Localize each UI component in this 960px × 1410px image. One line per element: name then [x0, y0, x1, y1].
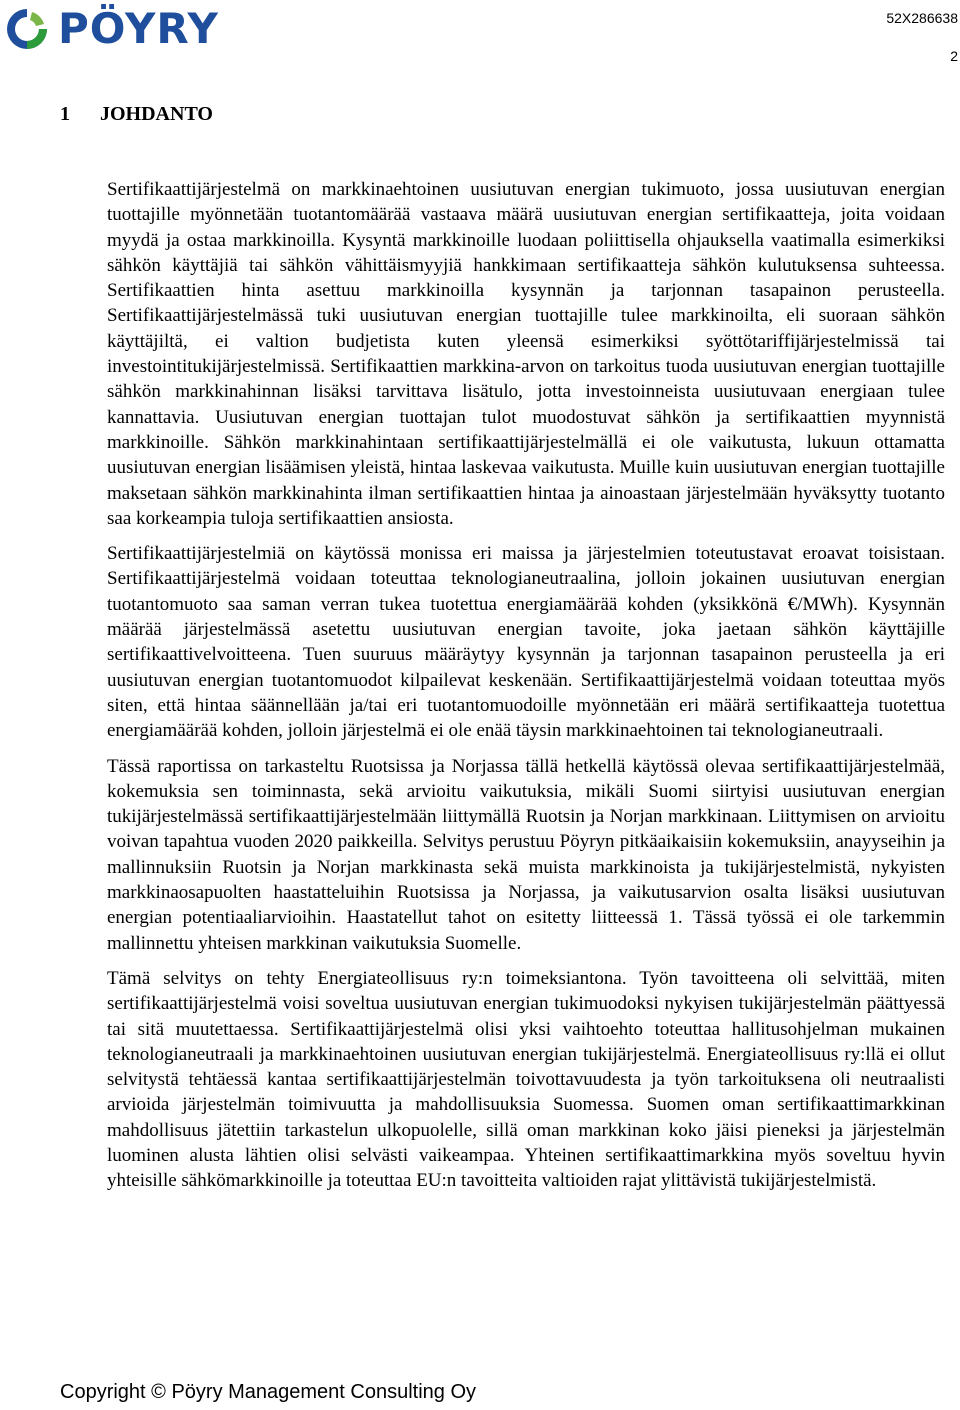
paragraph: Sertifikaattijärjestelmä on markkinaehtoinen uusiutuvan energian tukimuoto, jossa uusiutuvan energian tuottajille myönnetään tuotantomäärää vastaava määrä uusiutuvan energian sertifikaatteja, joita voidaan myydä ja ostaa markkinoilla. Kysyntä markkinoille luodaan poliittisella ohjauksella vaatimalla esimerkiksi sähkön käyttäjiä tai sähkön vähittäismyyjiä hankkimaan sertifikaatteja sähkön kulutuksensa suhteessa. Sertifikaattien hinta asettuu markkinoilla kysynnän ja tarjonnan tasapainon perusteella. Sertifikaattijärjestelmässä tuki uusiutuvan energian tuottajille tulee markkinoilta, eli suoraan sähkön käyttäjiltä, ei valtion budjetista kuten yleensä esimerkiksi syöttötariffijärjestelmissä tai investointitukijärjestelmissä. Sertifikaattien markkina-arvon on tarkoitus tuoda uusiutuvan energian tuottajille sähkön markkinahinnan lisäksi tarvittava lisätulo, jotta investoinneista uusiutuvaan energiaan tulee kannattavia. Uusiutuvan energian tuottajan tulot muodostuvat sähkön ja sertifikaattien myynnistä markkinoille. Sähkön markkinahintaan sertifikaattijärjestelmällä ei ole vaikutusta, lukuun ottamatta uusiutuvan energian lisäämisen yleistä, hintaa laskevaa vaikutusta. Muille kuin uusiutuvan energian tuottajille maksetaan sähkön markkinahinta ilman sertifikaattien hintaa ja ainoastaan järjestelmään hyväksytty tuotanto saa korkeampia tuloja sertifikaattien ansiosta. — [107, 179, 945, 529]
poyry-logo-icon — [4, 6, 50, 52]
company-logo — [4, 4, 219, 54]
paragraph: Tämä selvitys on tehty Energiateollisuus ry:n toimeksiantona. Työn tavoitteena oli selvittää, miten sertifikaattijärjestelmä voisi soveltua uusiutuvan energian tukimuodoksi nykyisen tukijärjestelmän päättyessä tai sitä muutettaessa. Sertifikaattijärjestelmä olisi yksi vaihtoehto toteuttaa hallitusohjelman mukainen teknologianeutraali ja markkinaehtoinen uusiutuvan energian tukijärjestelmä. Energiateollisuus ry:llä ei ollut selvitystä tehtäessä kantaa sertifikaattijärjestelmän toivottavuudesta ja työn tarkoituksena oli neutraalisti arvioida järjestelmän toimivuutta ja mahdollisuuksia Suomessa. Suomen oman sertifikaattimarkkinan mahdollisuus jätettiin tarkastelun ulkopuolelle, sillä oman markkinan koko jäisi pieneksi ja järjestelmän luominen alusta lähtien olisi selvästi vaikeampaa. Yhteinen sertifikaattimarkkina myös soveltuu hyvin yhteisille sähkömarkkinoille ja toteuttaa EU:n tavoitteita valtioiden rajat ylittävistä tukijärjestelmistä. — [107, 967, 945, 1192]
section-heading — [60, 103, 213, 126]
section-number: 1 — [60, 103, 70, 125]
section-title: JOHDANTO — [100, 103, 213, 125]
page-number: 2 — [950, 48, 958, 64]
copyright-footer: Copyright © Pöyry Management Consulting Oy — [60, 1381, 477, 1403]
paragraph: Tässä raportissa on tarkasteltu Ruotsissa ja Norjassa tällä hetkellä käytössä olevaa sertifikaattijärjestelmää, kokemuksia sen toiminnasta, sekä arvioitu vaikutuksia, mikäli Suomi siirtyisi uusiutuvan energian tukijärjestelmässä sertifikaattijärjestelmään liittymällä Ruotsin ja Norjan markkinaan. Liittymisen on arvioitu voivan tapahtua vuoden 2020 paikkeilla. Selvitys perustuu Pöyryn pitkäaikaisiin kokemuksiin, anayyseihin ja mallinnuksiin Ruotsin ja Norjan markkinasta sekä muista markkinoista ja tukijärjestelmistä, nykyisten markkinaosapuolten haastatteluihin Ruotsissa ja Norjassa, ja vaikutusarvion osalta lisäksi uusiutuvan energian potentiaaliarvioihin. Haastatellut tahot on esitetty liitteessä 1. Tässä työssä ei ole tarkemmin mallinnettu yhteisen markkinan vaikutuksia Suomelle. — [107, 755, 945, 954]
document-number: 52X286638 — [886, 10, 958, 26]
paragraph: Sertifikaattijärjestelmiä on käytössä monissa eri maissa ja järjestelmien toteutustavat eroavat toisistaan. Sertifikaattijärjestelmä voidaan toteuttaa teknologianeutraalina, jolloin jokainen uusiutuvan energian tuotantomuoto saa saman verran tukea tuotettua energiamäärää kohden (yksikkönä €/MWh). Kysynnän määrää järjestelmässä asetettu uusiutuvan energian tavoite, joka jaetaan sähkön käyttäjille sertifikaattivelvoitteena. Tuen suuruus määräytyy kysynnän ja tarjonnan tasapainon perusteella ja eri uusiutuvan energian tuotantomuodot kilpailevat keskenään. Sertifikaattijärjestelmä voidaan toteuttaa myös siten, että hintaa säännellään ja/tai eri tuotantomuodoille myönnetään eri määrä sertifikaatteja tuotettua energiamäärää kohden, jolloin järjestelmä ei ole enää täysin markkinaehtoinen tai teknologianeutraali. — [107, 543, 945, 742]
logo-text: PÖYRY — [58, 4, 219, 53]
body-text — [107, 177, 945, 1204]
